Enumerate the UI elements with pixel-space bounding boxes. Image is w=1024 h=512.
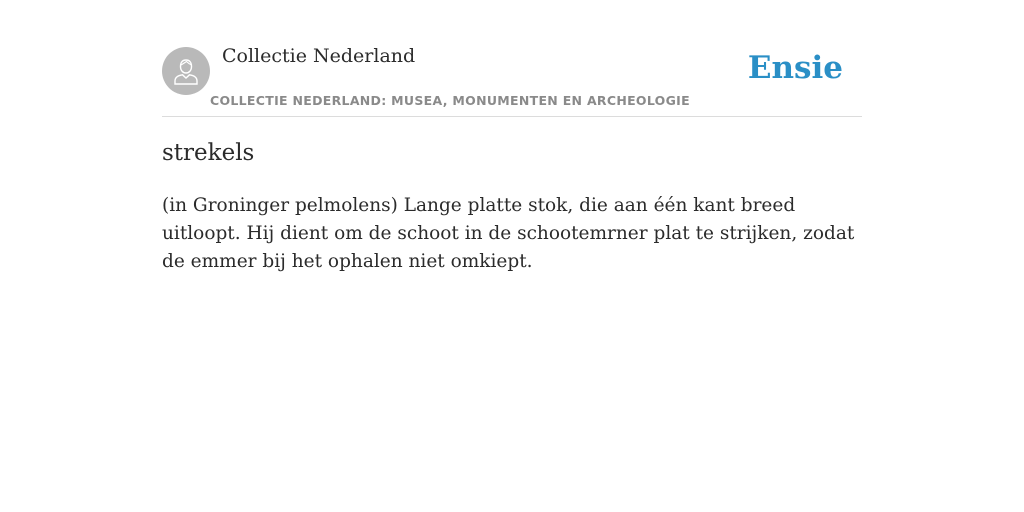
entry-term: strekels: [162, 140, 255, 166]
source-label[interactable]: COLLECTIE NEDERLAND: MUSEA, MONUMENTEN EN ARCHEOLOGIE: [210, 93, 690, 108]
entry-definition: (in Groninger pelmolens) Lange platte stok, die aan één kant breed uitloopt. Hij dient om de schoot in de schootemrner plat te strijken, zodat de emmer bij het ophalen niet omkiept.: [162, 195, 855, 272]
author-name[interactable]: Collectie Nederland: [222, 45, 416, 67]
avatar[interactable]: [162, 47, 210, 95]
brand-logo[interactable]: Ensie: [747, 50, 843, 86]
entry-header: [162, 0, 862, 117]
user-icon: [171, 56, 201, 86]
